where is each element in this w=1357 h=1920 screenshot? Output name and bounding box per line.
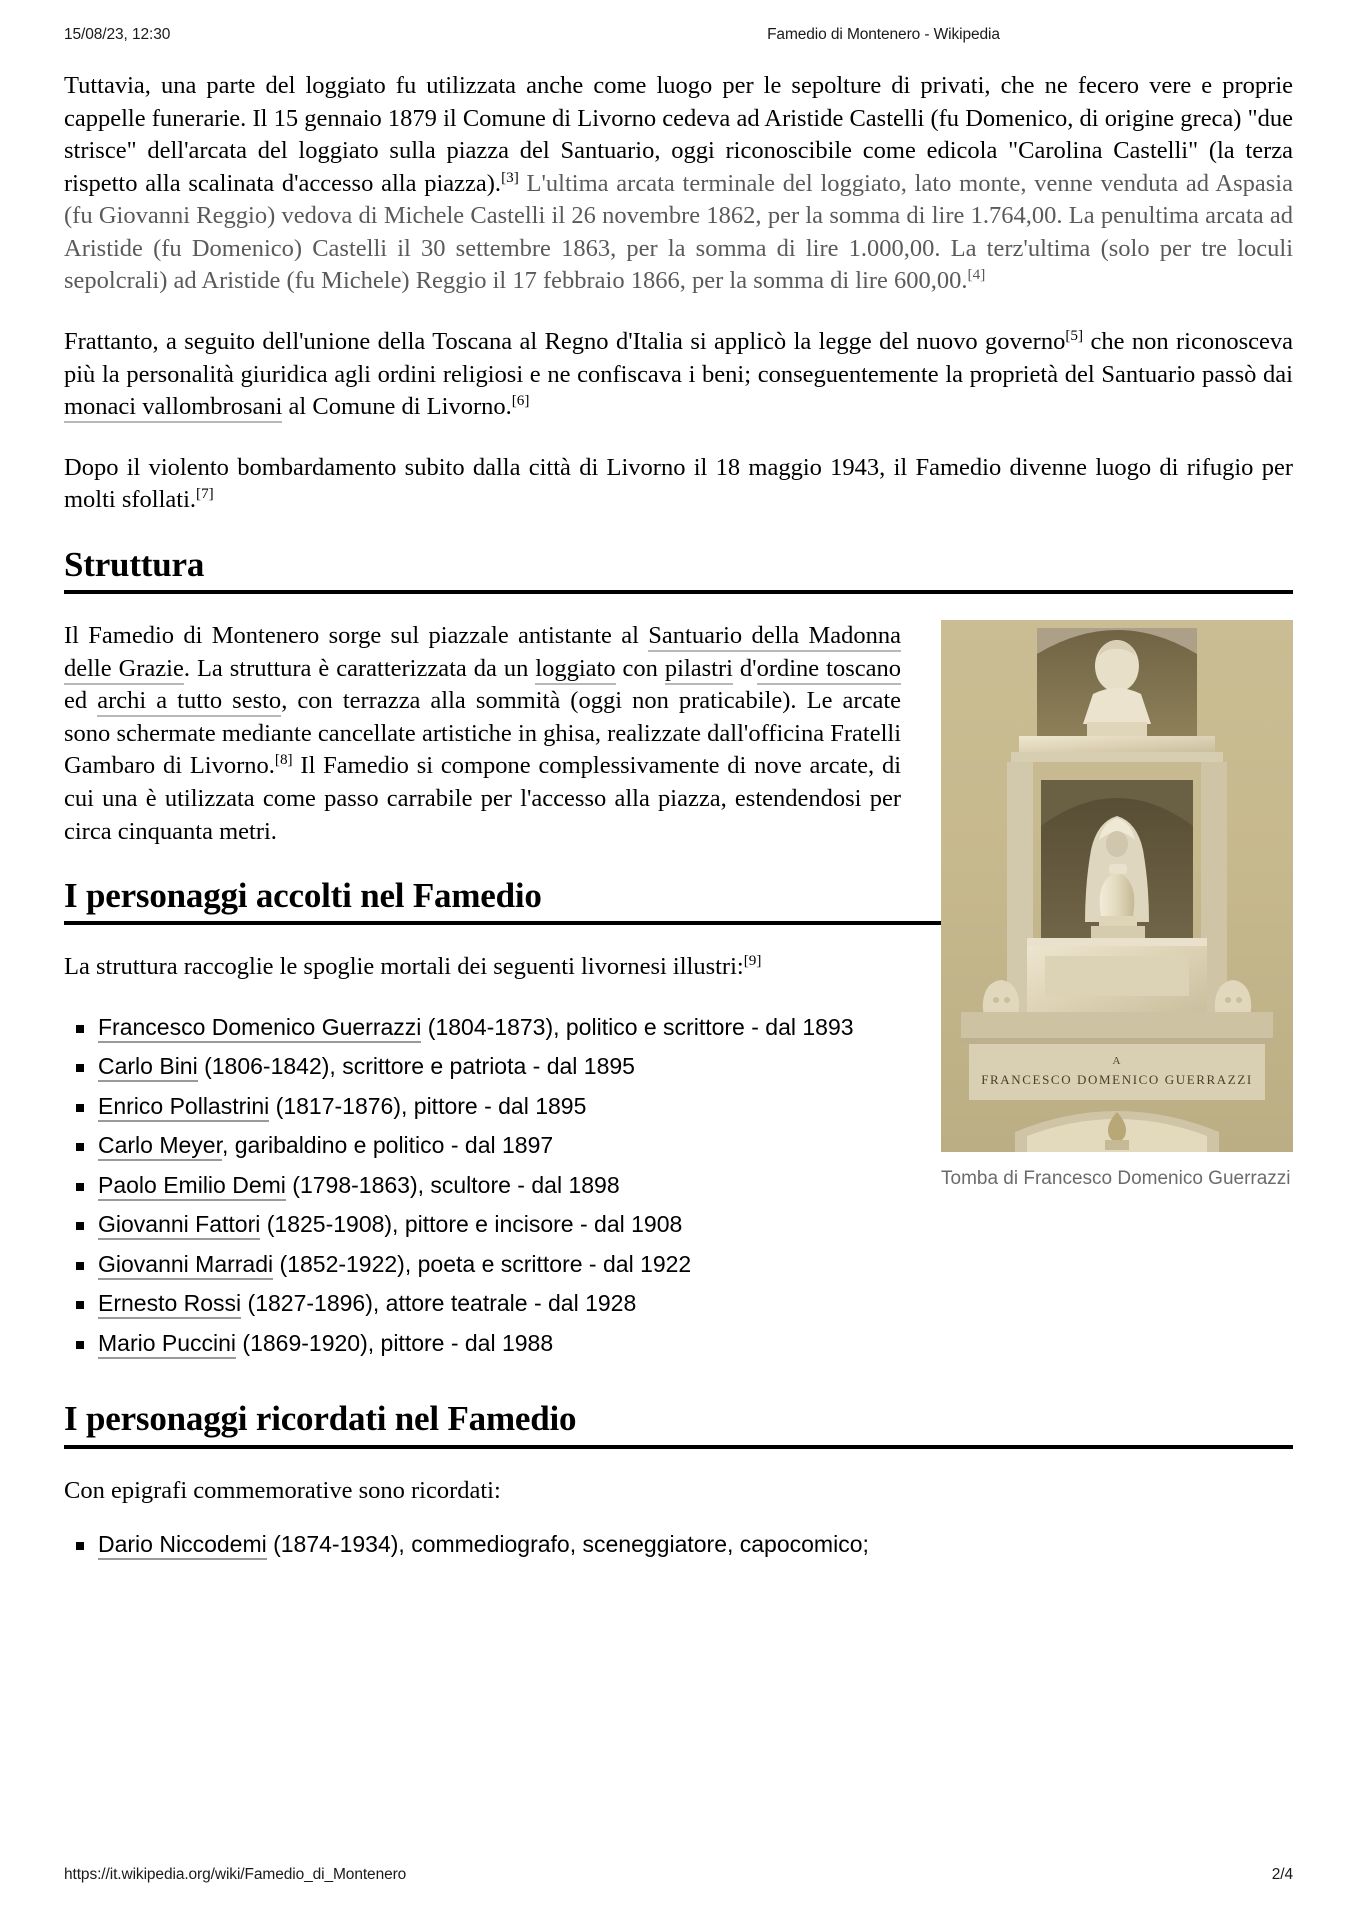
paragraph-text-dim: L'ultima arcata terminale del loggiato, lato monte, venne venduta ad Aspasia (fu Giovanni Reggio) vedova di Michele Castelli il 26 novembre 1862, per la somma di lire 1.764,00. La penultima arcata ad Aristide (fu Domenico) Castelli il 30 settembre 1863, per la somma di lire 1.000,00. La terz'ultima (solo per tre loculi sepolcrali) ad Aristide (fu Michele) Reggio il 17 febbraio 1866, per la somma di lire 600,00.	[64, 169, 1293, 295]
list-item	[64, 1249, 1293, 1281]
paragraph-text: al Comune di Livorno.	[282, 393, 512, 421]
paragraph-text: , con terrazza alla sommità (oggi non praticabile). Le arcate sono schermate mediante cancellate artistiche in ghisa, realizzate dall'officina Fratelli Gambaro di Livorno.	[64, 687, 902, 780]
paragraph-text: La struttura raccoglie le spoglie mortali dei seguenti livornesi illustri:	[64, 953, 744, 981]
person-details: (1825-1908), pittore e incisore - dal 1908	[260, 1211, 683, 1238]
person-details: , garibaldino e politico - dal 1897	[221, 1132, 554, 1159]
link-person[interactable]: Giovanni Marradi	[98, 1251, 273, 1280]
paragraph-text: Il Famedio si compone complessivamente di nove arcate, di cui una è utilizzata come passo carrabile per l'accesso alla piazza, estendendosi per circa cinquanta metri.	[64, 752, 901, 845]
paragraph-ricordati-lead: Con epigrafi commemorative sono ricordati:	[64, 1476, 501, 1504]
link-person[interactable]: Enrico Pollastrini	[98, 1093, 269, 1122]
paragraph-text: con	[615, 654, 665, 682]
paragraph-bombardamento	[64, 452, 1293, 517]
figure-caption: Tomba di Francesco Domenico Guerrazzi	[941, 1168, 1291, 1190]
list-item	[64, 1209, 1293, 1241]
link-person[interactable]: Francesco Domenico Guerrazzi	[98, 1014, 421, 1043]
link-person[interactable]: Carlo Bini	[98, 1053, 198, 1082]
list-item	[64, 1170, 1293, 1202]
paragraph-text: Frattanto, a seguito dell'unione della Toscana al Regno d'Italia si applicò la legge del nuovo governo	[64, 328, 1066, 356]
person-details: (1806-1842), scrittore e patriota - dal 1895	[197, 1053, 635, 1080]
list-item	[64, 1529, 1293, 1561]
paragraph-text: che non riconosceva più la personalità giuridica agli ordini religiosi e ne confiscava i beni; conseguentemente la proprietà del Santuario passò dai	[64, 328, 1294, 388]
paragraph-text: d'	[732, 654, 757, 682]
paragraph-privati	[64, 70, 1293, 298]
link-ordine-toscano[interactable]: ordine toscano	[757, 655, 901, 685]
document-title: Famedio di Montenero - Wikipedia	[767, 26, 1000, 43]
source-url: https://it.wikipedia.org/wiki/Famedio_di_Montenero	[64, 1866, 407, 1883]
person-details: (1804-1873), politico e scrittore - dal 1893	[421, 1013, 854, 1040]
reference-5[interactable]: [5]	[1065, 326, 1084, 344]
list-personaggi-ricordati	[64, 1529, 1293, 1561]
struttura-with-figure	[64, 620, 1293, 1359]
reference-6[interactable]: [6]	[511, 392, 530, 410]
article-content	[64, 70, 1293, 1561]
link-person[interactable]: Carlo Meyer	[98, 1132, 222, 1161]
link-person[interactable]: Giovanni Fattori	[98, 1211, 260, 1240]
reference-3[interactable]: [3]	[501, 168, 519, 186]
paragraph-text: Il Famedio di Montenero sorge sul piazzale antistante al	[64, 622, 649, 650]
print-date: 15/08/23, 12:30	[64, 26, 171, 43]
reference-8[interactable]: [8]	[274, 751, 293, 769]
link-person[interactable]: Ernesto Rossi	[98, 1290, 241, 1319]
list-item	[64, 1012, 1293, 1044]
link-loggiato[interactable]: loggiato	[535, 655, 615, 685]
link-person[interactable]: Dario Niccodemi	[98, 1531, 267, 1560]
list-item	[64, 1288, 1293, 1320]
list-item	[64, 1130, 1293, 1162]
link-archi-a-tutto-sesto[interactable]: archi a tutto sesto	[97, 687, 281, 717]
paragraph-text: ed	[64, 687, 98, 715]
person-details: (1869-1920), pittore - dal 1988	[236, 1329, 554, 1356]
paragraph-text: Tuttavia, una parte del loggiato fu utilizzata anche come luogo per le sepolture di privati, che ne fecero vere e proprie cappelle funerarie. Il 15 gennaio 1879 il Comune di Livorno cedeva ad Aristide Castelli (fu Domenico, di origine greca) "due strisce" dell'arcata del loggiato sulla piazza del Santuario, oggi riconoscibile come edicola "Carolina Castelli" (la terza rispetto alla scalinata d'accesso alla piazza).	[64, 72, 1293, 197]
page-footer	[64, 1866, 1293, 1884]
svg-text:A: A	[1112, 1055, 1122, 1068]
paragraph-text: . La struttura è caratterizzata da un	[183, 654, 536, 682]
person-details: (1817-1876), pittore - dal 1895	[269, 1092, 587, 1119]
paragraph-leggi-soppressione	[64, 326, 1293, 424]
page-number: 2/4	[1271, 1866, 1293, 1883]
link-person[interactable]: Mario Puccini	[98, 1330, 236, 1359]
reference-7[interactable]: [7]	[196, 485, 214, 503]
person-details: (1852-1922), poeta e scrittore - dal 1922	[273, 1250, 692, 1277]
page-running-head	[64, 26, 1293, 48]
section-heading-ricordati: I personaggi ricordati nel Famedio	[64, 1399, 577, 1439]
list-item	[64, 1328, 1293, 1360]
svg-text:FRANCESCO DOMENICO GUERRAZZI: FRANCESCO DOMENICO GUERRAZZI	[981, 1072, 1253, 1088]
reference-9[interactable]: [9]	[743, 952, 762, 970]
link-person[interactable]: Paolo Emilio Demi	[98, 1172, 286, 1201]
person-details: (1827-1896), attore teatrale - dal 1928	[241, 1290, 637, 1317]
link-monaci-vallombrosani[interactable]: monaci vallombrosani	[64, 393, 282, 423]
section-heading-struttura: Struttura	[64, 544, 205, 584]
section-heading-accolti: I personaggi accolti nel Famedio	[64, 876, 542, 916]
heading-rule	[64, 1445, 1293, 1449]
list-personaggi-accolti	[64, 1012, 1293, 1360]
paragraph-text: Dopo il violento bombardamento subito dalla città di Livorno il 18 maggio 1943, il Famedio divenne luogo di rifugio per molti sfollati.	[64, 453, 1293, 514]
link-pilastri[interactable]: pilastri	[665, 655, 733, 685]
person-details: (1798-1863), scultore - dal 1898	[285, 1171, 620, 1198]
reference-4[interactable]: [4]	[967, 266, 986, 284]
list-item	[64, 1091, 1293, 1123]
link-santuario-madonna-grazie[interactable]: Santuario della Madonna delle Grazie	[64, 622, 901, 685]
heading-rule	[64, 590, 1293, 594]
person-details: (1874-1934), commediografo, sceneggiatore, capocomico;	[266, 1531, 869, 1558]
list-item	[64, 1051, 1293, 1083]
